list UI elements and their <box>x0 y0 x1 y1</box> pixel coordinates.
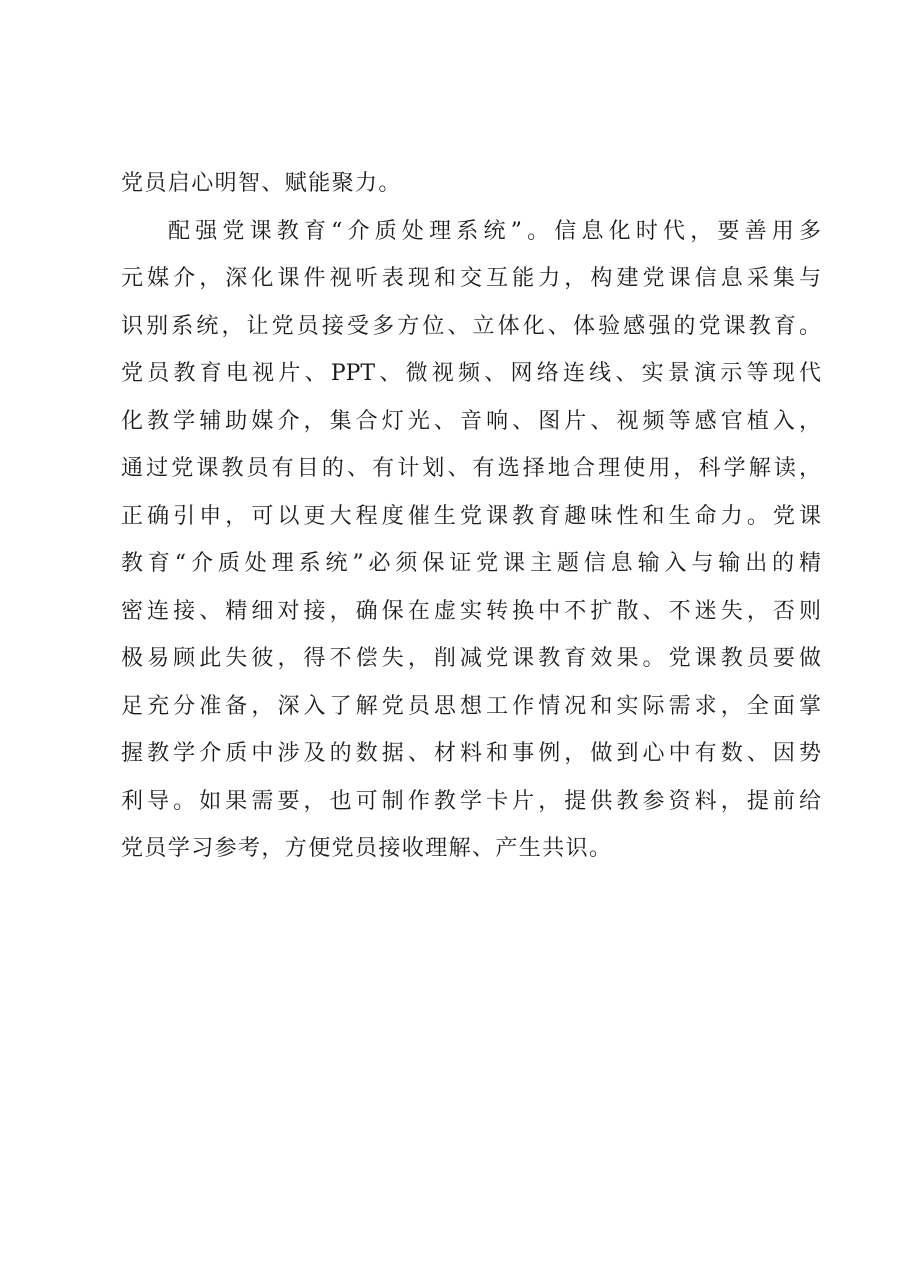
paragraph-line: 识别系统，让党员接受多方位、立体化、体验感强的党课教育。 <box>121 313 821 339</box>
paragraph-line: 握教学介质中涉及的数据、材料和事例，做到心中有数、因势 <box>121 741 821 766</box>
paragraph-line: 党员教育电视片、PPT、微视频、网络连线、实景演示等现代 <box>121 361 821 386</box>
paragraph-line: 极易顾此失彼，得不偿失，削减党课教育效果。党课教员要做 <box>121 646 821 671</box>
paragraph-line: 利导。如果需要，也可制作教学卡片，提供教参资料，提前给 <box>121 788 821 814</box>
paragraph-line: 元媒介，深化课件视听表现和交互能力，构建党课信息采集与 <box>121 266 821 291</box>
paragraph-line: 化教学辅助媒介，集合灯光、音响、图片、视频等感官植入， <box>121 408 821 434</box>
paragraph-line: 党员启心明智、赋能聚力。 <box>121 171 402 196</box>
body-text <box>121 160 821 873</box>
paragraph-line: 通过党课教员有目的、有计划、有选择地合理使用，科学解读， <box>121 456 821 481</box>
paragraph-line: 密连接、精细对接，确保在虚实转换中不扩散、不迷失，否则 <box>121 598 821 624</box>
paragraph-line: 配强党课教育“介质处理系统”。信息化时代，要善用多 <box>168 218 821 244</box>
paragraph-line: 足充分准备，深入了解党员思想工作情况和实际需求，全面掌 <box>121 693 821 719</box>
paragraph-line: 教育“介质处理系统”必须保证党课主题信息输入与输出的精 <box>121 551 821 576</box>
paragraph-line: 党员学习参考，方便党员接收理解、产生共识。 <box>121 836 613 861</box>
paragraph-line: 正确引申，可以更大程度催生党课教育趣味性和生命力。党课 <box>121 503 821 529</box>
